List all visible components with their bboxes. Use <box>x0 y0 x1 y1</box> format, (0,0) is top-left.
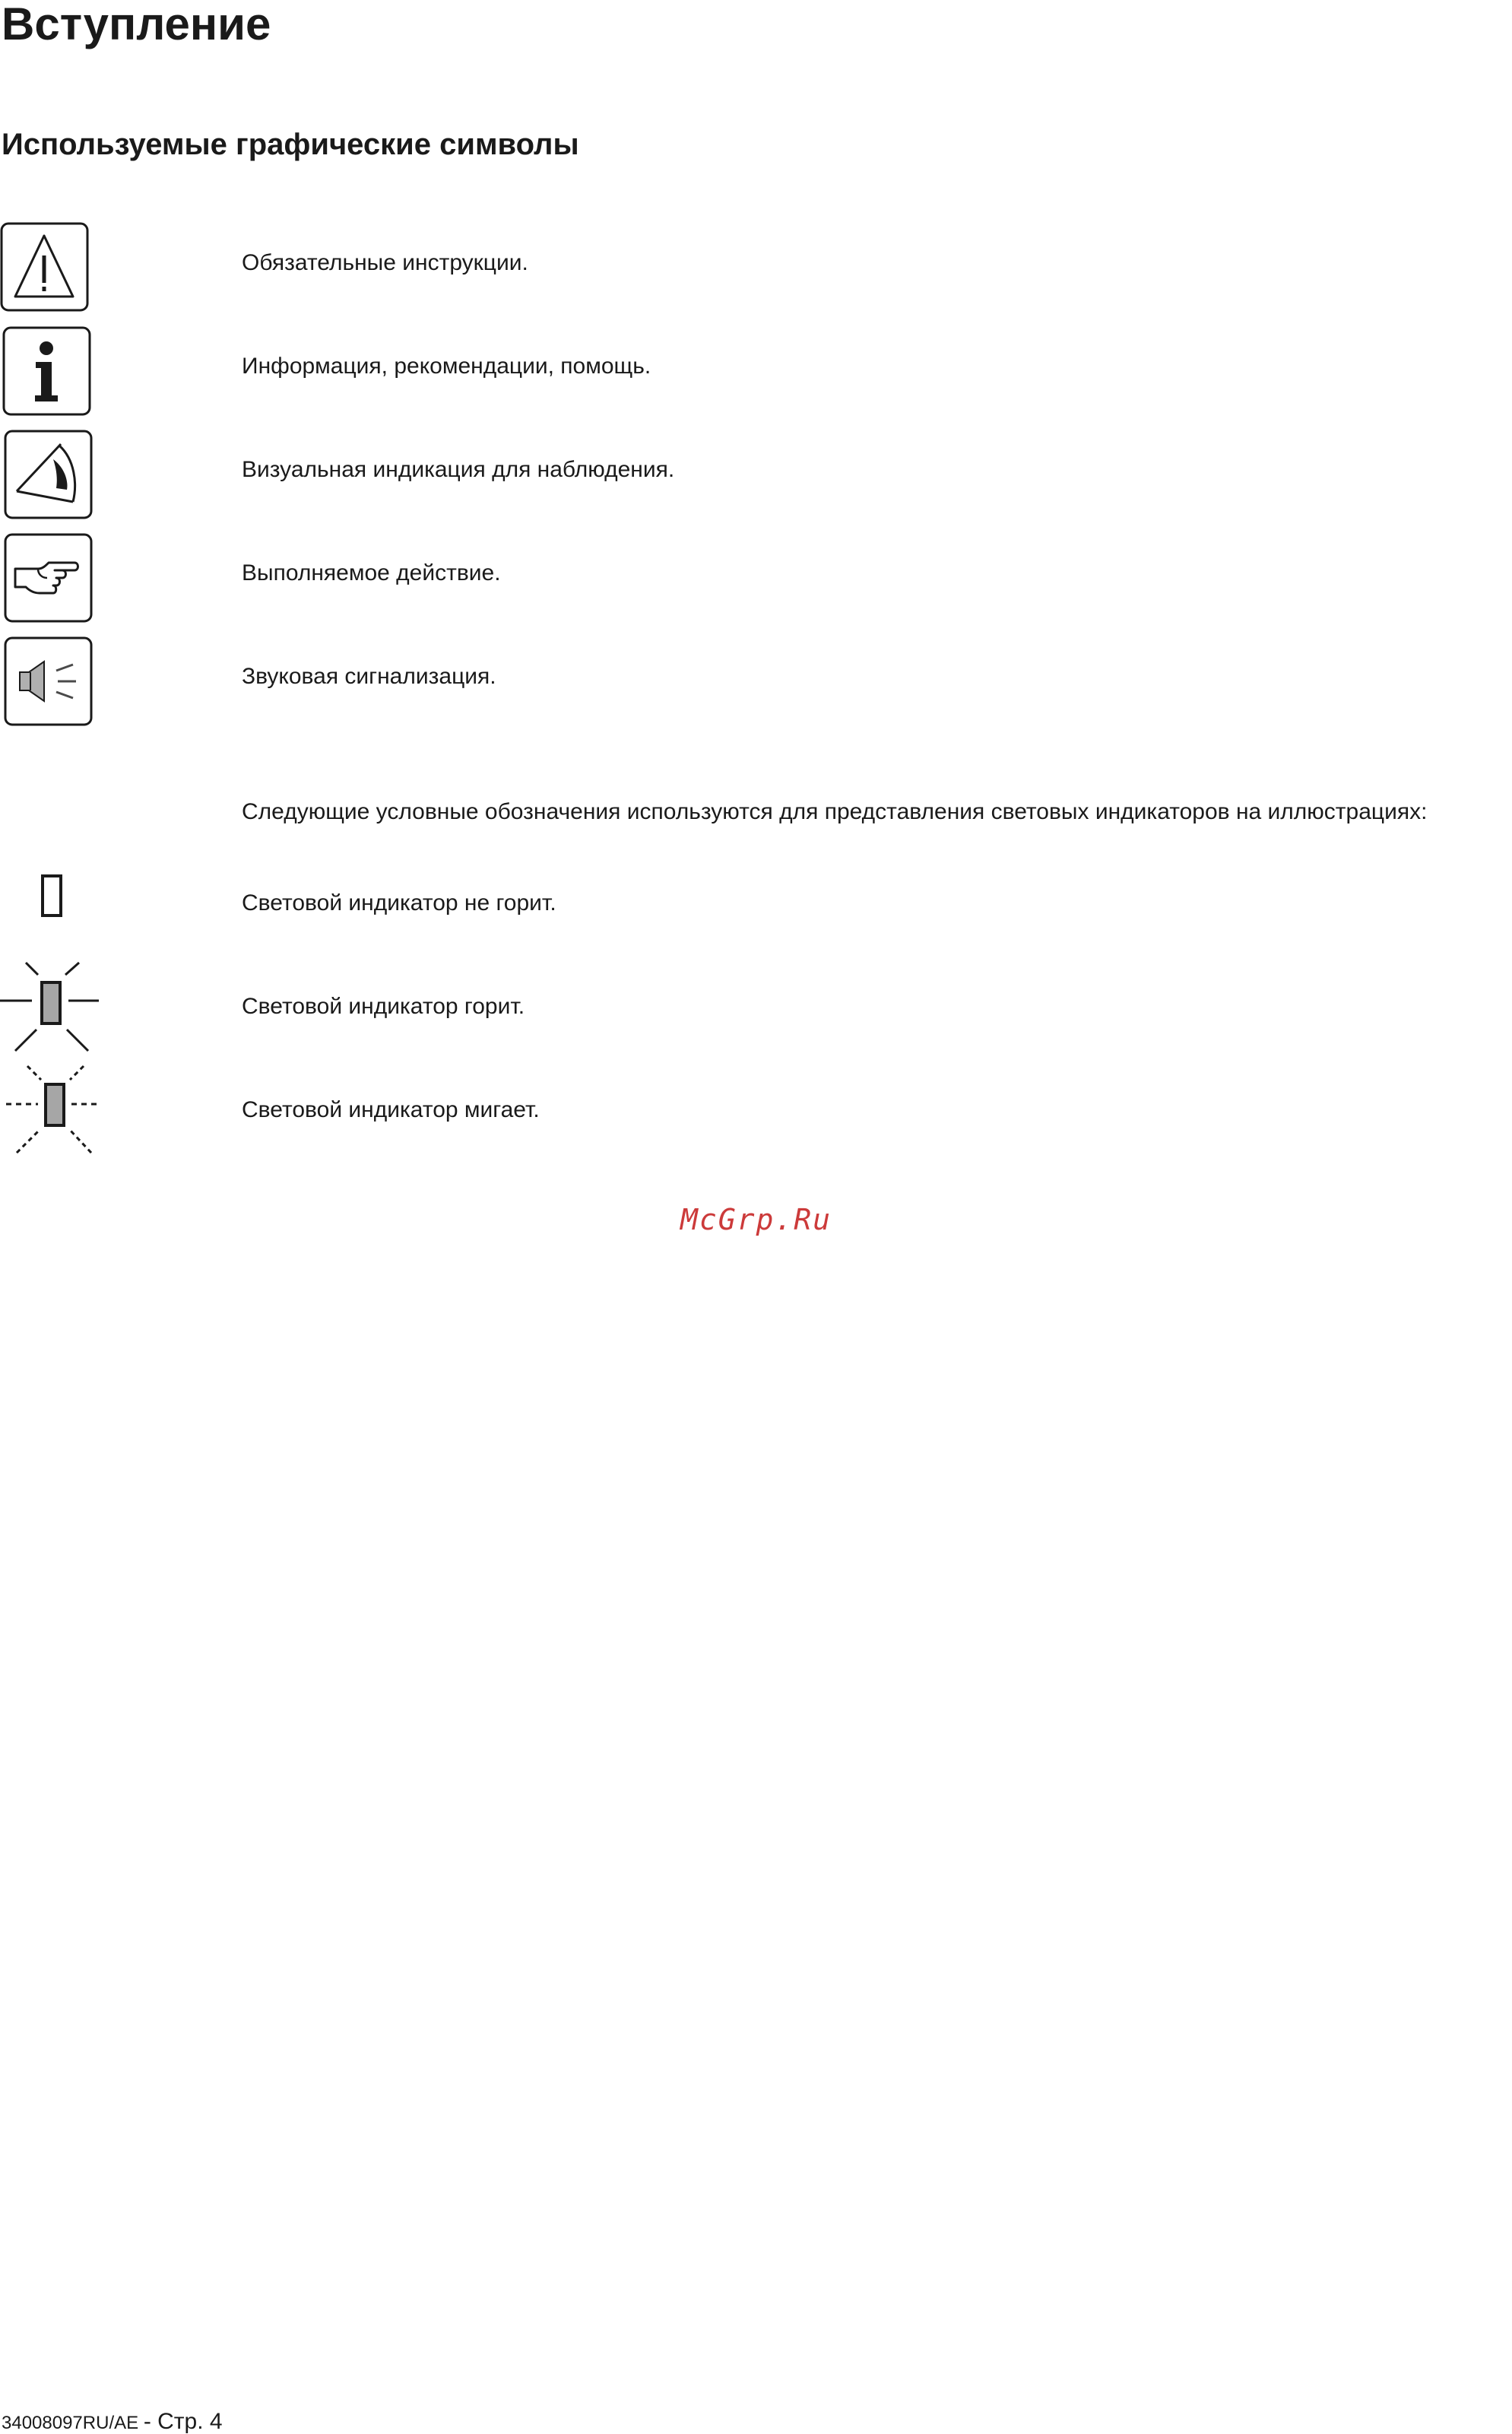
indicators-intro: Следующие условные обозначения используются для представления световых индикаторов на иллюстрациях: <box>242 799 1428 824</box>
symbol-description: Информация, рекомендации, помощь. <box>242 354 651 379</box>
symbol-description: Выполняемое действие. <box>242 560 501 585</box>
led-blinking-icon <box>0 1062 106 1160</box>
document-code: 34008097RU/AE <box>2 2413 139 2433</box>
indicator-description: Световой индикатор не горит. <box>242 890 556 916</box>
pointing-hand-icon <box>0 532 94 630</box>
watermark: McGrp.Ru <box>680 1203 832 1236</box>
speaker-icon <box>0 636 94 734</box>
indicator-description: Световой индикатор мигает. <box>242 1097 540 1122</box>
symbol-description: Визуальная индикация для наблюдения. <box>242 457 675 482</box>
symbol-description: Обязательные инструкции. <box>242 250 528 275</box>
page-number: - Стр. 4 <box>143 2409 223 2434</box>
page-title: Вступление <box>2 0 271 49</box>
warning-icon <box>0 222 91 317</box>
led-on-icon <box>0 960 106 1058</box>
symbol-description: Звуковая сигнализация. <box>242 664 496 689</box>
indicator-description: Световой индикатор горит. <box>242 994 525 1019</box>
led-off-icon <box>40 873 65 922</box>
eye-icon <box>0 429 94 527</box>
info-icon <box>0 325 93 422</box>
section-title: Используемые графические символы <box>2 128 579 161</box>
page-footer <box>2 2410 223 2433</box>
